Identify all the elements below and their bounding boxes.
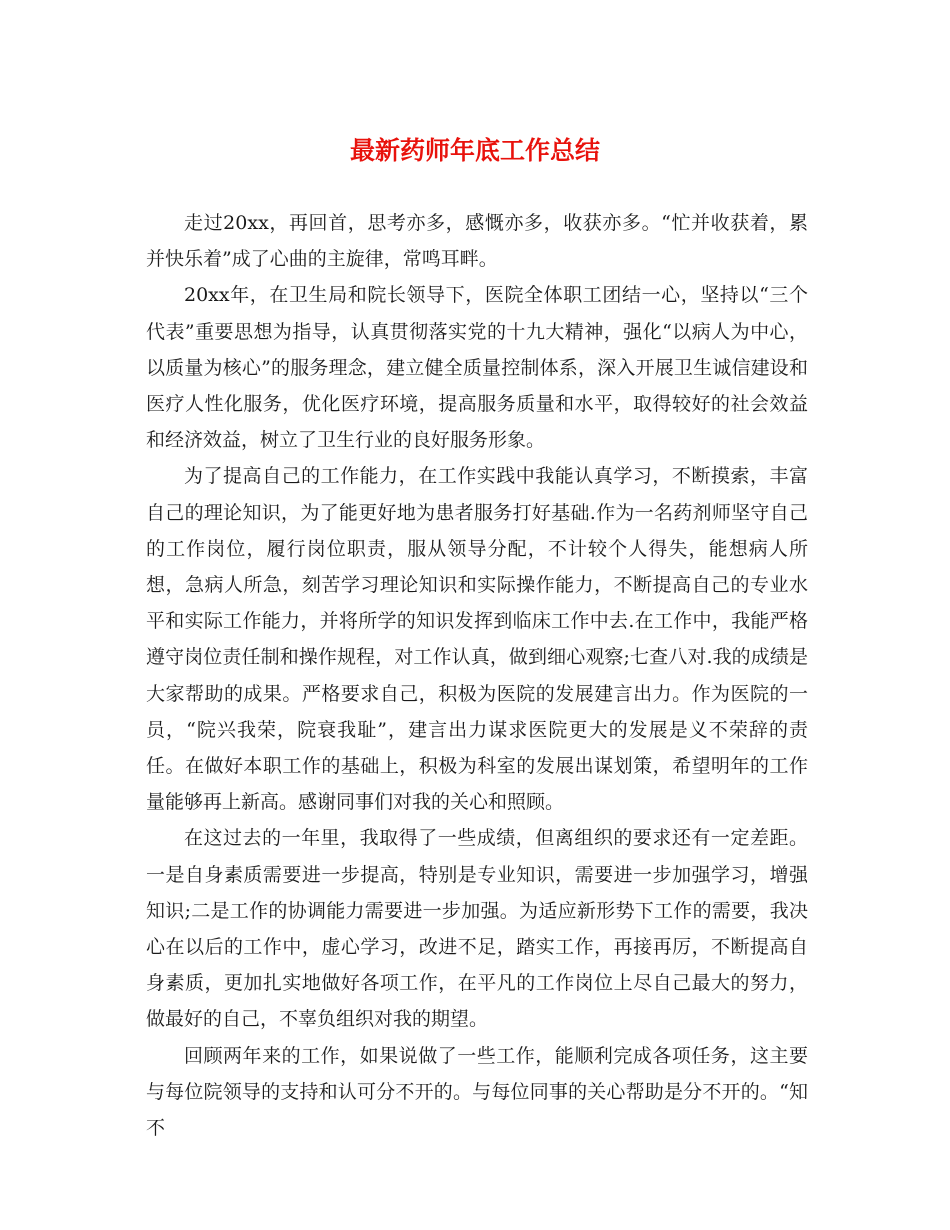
paragraph: 在这过去的一年里，我取得了一些成绩，但离组织的要求还有一定差距。一是自身素质需要进一步提高，特别是专业知识，需要进一步加强学习，增强知识;二是工作的协调能力需要进一步加强。为适应新形势下工作的需要，我决心在以后的工作中，虚心学习，改进不足，踏实工作，再接再厉，不断提高自身素质，更加扎实地做好各项工作，在平凡的工作岗位上尽自己最大的努力，做最好的自己，不辜负组织对我的期望。 [146, 827, 808, 1031]
document-title: 最新药师年底工作总结 [349, 136, 600, 165]
document-body [146, 205, 808, 1146]
paragraph: 走过20xx，再回首，思考亦多，感慨亦多，收获亦多。“忙并收获着，累并快乐着”成了心曲的主旋律，常鸣耳畔。 [146, 212, 808, 271]
paragraph: 为了提高自己的工作能力，在工作实践中我能认真学习，不断摸索，丰富自己的理论知识，为了能更好地为患者服务打好基础.作为一名药剂师坚守自己的工作岗位，履行岗位职责，服从领导分配，不计较个人得失，能想病人所想，急病人所急，刻苦学习理论知识和实际操作能力，不断提高自己的专业水平和实际工作能力，并将所学的知识发挥到临床工作中去.在工作中，我能严格遵守岗位责任制和操作规程，对工作认真，做到细心观察;七查八对.我的成绩是大家帮助的成果。严格要求自己，积极为医院的发展建言出力。作为医院的一员，“院兴我荣，院衰我耻”，建言出力谋求医院更大的发展是义不荣辞的责任。在做好本职工作的基础上，积极为科室的发展出谋划策，希望明年的工作量能够再上新高。感谢同事们对我的关心和照顾。 [146, 465, 808, 814]
paragraph: 回顾两年来的工作，如果说做了一些工作，能顺利完成各项任务，这主要与每位院领导的支持和认可分不开的。与每位同事的关心帮助是分不开的。“知不 [146, 1044, 808, 1140]
paragraph: 20xx年，在卫生局和院长领导下，医院全体职工团结一心，坚持以“三个代表”重要思想为指导，认真贯彻落实党的十九大精神，强化“以病人为中心，以质量为核心”的服务理念，建立健全质量控制体系，深入开展卫生诚信建设和医疗人性化服务，优化医疗环境，提高服务质量和水平，取得较好的社会效益和经济效益，树立了卫生行业的良好服务形象。 [146, 284, 808, 452]
